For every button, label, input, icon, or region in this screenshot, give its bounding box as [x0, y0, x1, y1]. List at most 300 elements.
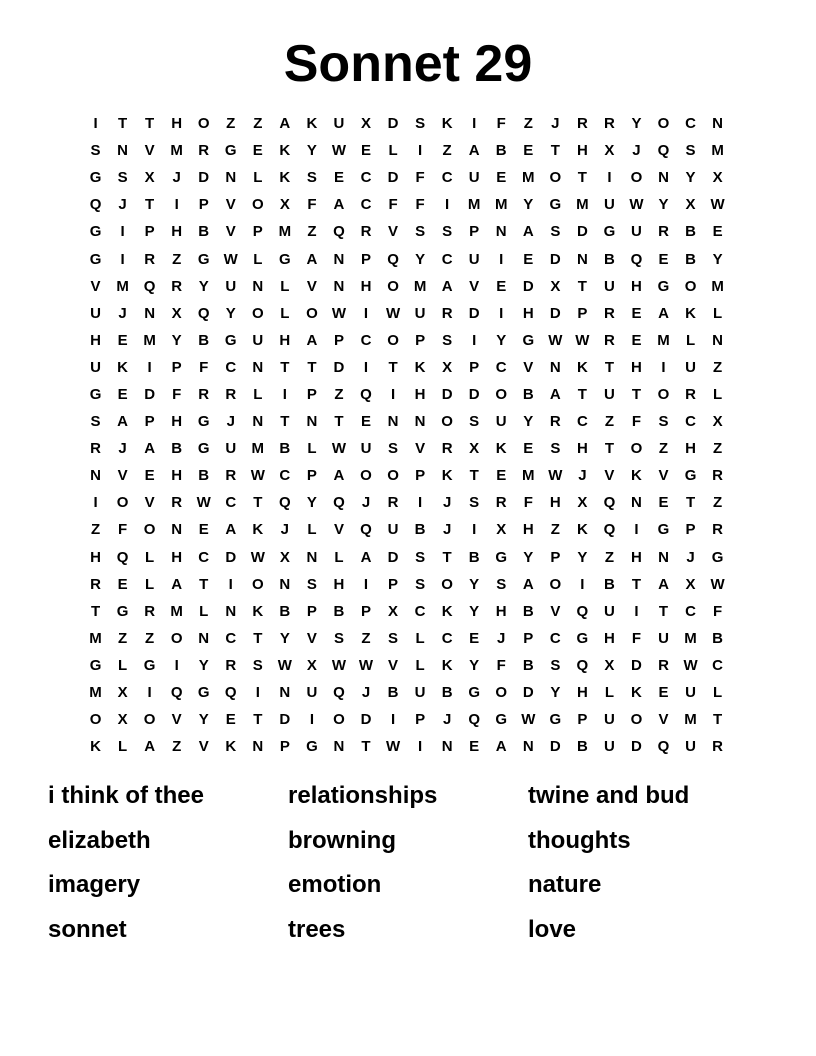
- grid-letter: X: [496, 521, 507, 539]
- word-list-item: i think of thee: [48, 782, 204, 809]
- grid-letter: I: [255, 684, 260, 702]
- grid-letter: W: [331, 440, 347, 458]
- grid-letter: B: [171, 440, 183, 458]
- grid-letter: C: [225, 358, 237, 376]
- grid-letter: F: [496, 656, 506, 674]
- grid-letter: G: [197, 684, 210, 702]
- grid-letter: H: [576, 684, 588, 702]
- grid-letter: Z: [713, 358, 723, 376]
- grid-letter: U: [360, 440, 372, 458]
- grid-letter: D: [144, 385, 156, 403]
- grid-letter: U: [603, 711, 615, 729]
- grid-letter: K: [631, 684, 642, 702]
- grid-letter: Y: [225, 304, 236, 322]
- grid-letter: R: [387, 494, 399, 512]
- grid-letter: W: [629, 196, 644, 214]
- grid-letter: K: [576, 358, 588, 376]
- grid-letter: R: [549, 413, 561, 431]
- grid-letter: E: [523, 142, 534, 160]
- grid-letter: Y: [577, 548, 588, 566]
- grid-letter: M: [278, 223, 292, 241]
- grid-letter: L: [415, 656, 425, 674]
- grid-letter: H: [522, 521, 534, 539]
- grid-letter: G: [495, 711, 508, 729]
- grid-letter: U: [90, 358, 101, 376]
- grid-letter: V: [388, 656, 399, 674]
- grid-letter: Q: [657, 142, 670, 160]
- grid-letter: D: [198, 169, 210, 187]
- grid-letter: Y: [685, 169, 696, 187]
- grid-letter: N: [225, 169, 237, 187]
- grid-letter: P: [306, 467, 317, 485]
- grid-letter: T: [117, 115, 128, 133]
- grid-letter: G: [495, 548, 508, 566]
- grid-letter: Y: [279, 629, 290, 647]
- grid-letter: V: [333, 521, 344, 539]
- grid-letter: I: [390, 385, 396, 403]
- grid-letter: U: [414, 684, 426, 702]
- grid-letter: U: [252, 331, 264, 349]
- word-list-item: imagery: [48, 871, 141, 898]
- grid-letter: R: [441, 304, 453, 322]
- grid-letter: R: [171, 277, 183, 295]
- grid-letter: B: [522, 656, 534, 674]
- grid-letter: Y: [631, 115, 642, 133]
- grid-letter: L: [713, 304, 723, 322]
- grid-letter: T: [604, 440, 614, 458]
- grid-letter: M: [684, 629, 697, 647]
- grid-letter: V: [306, 277, 317, 295]
- grid-letter: X: [712, 169, 723, 187]
- grid-letter: A: [468, 142, 480, 160]
- grid-letter: T: [361, 738, 371, 756]
- grid-letter: X: [550, 277, 561, 295]
- grid-letter: K: [441, 602, 453, 620]
- grid-letter: K: [225, 738, 237, 756]
- grid-letter: K: [441, 656, 453, 674]
- grid-letter: R: [603, 331, 615, 349]
- grid-letter: X: [388, 602, 399, 620]
- grid-letter: F: [172, 385, 182, 403]
- grid-letter: W: [250, 548, 265, 566]
- grid-letter: W: [548, 467, 563, 485]
- grid-letter: P: [144, 223, 155, 241]
- grid-letter: W: [548, 331, 563, 349]
- grid-letter: J: [118, 196, 127, 214]
- grid-letter: H: [549, 494, 561, 512]
- grid-letter: P: [306, 385, 317, 403]
- grid-letter: U: [603, 738, 615, 756]
- grid-letter: L: [334, 548, 344, 566]
- grid-letter: E: [631, 331, 642, 349]
- grid-letter: V: [90, 277, 101, 295]
- grid-letter: B: [279, 602, 291, 620]
- grid-letter: D: [441, 385, 453, 403]
- grid-letter: C: [712, 656, 724, 674]
- grid-letter: P: [360, 250, 371, 268]
- grid-letter: X: [685, 575, 696, 593]
- grid-letter: Z: [523, 115, 533, 133]
- grid-letter: G: [116, 602, 129, 620]
- grid-letter: Q: [603, 494, 616, 512]
- grid-letter: Q: [170, 684, 183, 702]
- letter-grid: [82, 110, 731, 760]
- grid-letter: V: [658, 467, 669, 485]
- grid-letter: M: [143, 331, 156, 349]
- grid-letter: L: [199, 602, 209, 620]
- word-list-item: emotion: [288, 871, 382, 898]
- grid-letter: D: [631, 738, 642, 756]
- grid-letter: O: [657, 385, 670, 403]
- grid-letter: B: [685, 223, 696, 241]
- grid-letter: U: [685, 358, 696, 376]
- grid-letter: O: [170, 629, 183, 647]
- grid-letter: Z: [442, 142, 452, 160]
- grid-letter: M: [522, 169, 535, 187]
- grid-letter: P: [360, 602, 371, 620]
- grid-letter: E: [469, 629, 480, 647]
- grid-letter: O: [143, 521, 156, 539]
- grid-letter: N: [387, 413, 399, 431]
- grid-letter: Z: [172, 250, 182, 268]
- grid-letter: P: [144, 413, 155, 431]
- grid-letter: G: [549, 711, 562, 729]
- grid-letter: H: [603, 629, 615, 647]
- grid-letter: N: [279, 684, 291, 702]
- grid-letter: R: [576, 115, 588, 133]
- grid-letter: A: [279, 115, 291, 133]
- grid-letter: L: [145, 548, 155, 566]
- grid-letter: F: [631, 629, 642, 647]
- grid-letter: E: [225, 711, 236, 729]
- grid-letter: L: [280, 304, 290, 322]
- grid-letter: Q: [333, 494, 345, 512]
- grid-letter: J: [226, 413, 235, 431]
- grid-letter: Q: [576, 656, 589, 674]
- grid-letter: M: [711, 277, 724, 295]
- grid-letter: L: [253, 385, 263, 403]
- grid-letter: R: [90, 575, 101, 593]
- grid-letter: O: [684, 277, 697, 295]
- grid-letter: M: [711, 142, 724, 160]
- grid-letter: P: [685, 521, 696, 539]
- grid-letter: L: [253, 169, 263, 187]
- grid-letter: T: [199, 575, 209, 593]
- grid-letter: M: [494, 196, 508, 214]
- grid-letter: I: [282, 385, 287, 403]
- grid-letter: B: [522, 602, 534, 620]
- grid-letter: M: [684, 711, 697, 729]
- grid-letter: T: [90, 602, 101, 620]
- grid-letter: T: [469, 467, 479, 485]
- grid-letter: S: [469, 413, 480, 431]
- grid-letter: P: [415, 331, 426, 349]
- grid-letter: I: [472, 521, 477, 539]
- grid-letter: Q: [116, 548, 129, 566]
- grid-letter: C: [414, 602, 426, 620]
- grid-letter: E: [252, 142, 263, 160]
- grid-letter: X: [685, 196, 696, 214]
- grid-letter: O: [387, 331, 399, 349]
- grid-letter: E: [523, 440, 534, 458]
- grid-letter: H: [631, 548, 642, 566]
- grid-letter: U: [414, 304, 426, 322]
- grid-letter: C: [441, 169, 453, 187]
- grid-letter: Y: [171, 331, 182, 349]
- grid-letter: R: [685, 385, 696, 403]
- grid-letter: Z: [361, 629, 371, 647]
- grid-letter: J: [172, 169, 181, 187]
- grid-letter: D: [387, 169, 399, 187]
- grid-letter: N: [117, 142, 128, 160]
- grid-letter: K: [279, 142, 291, 160]
- word-list-item: nature: [528, 871, 602, 898]
- grid-letter: X: [712, 413, 723, 431]
- grid-letter: D: [522, 684, 534, 702]
- grid-letter: X: [144, 169, 155, 187]
- grid-letter: V: [144, 494, 155, 512]
- grid-letter: N: [549, 358, 561, 376]
- grid-letter: H: [576, 440, 588, 458]
- grid-letter: A: [658, 575, 669, 593]
- grid-letter: G: [143, 656, 156, 674]
- grid-letter: X: [604, 142, 615, 160]
- grid-letter: T: [577, 169, 587, 187]
- grid-letter: R: [90, 440, 101, 458]
- grid-letter: M: [170, 602, 183, 620]
- grid-letter: S: [550, 656, 561, 674]
- grid-letter: A: [658, 304, 669, 322]
- grid-letter: G: [549, 196, 562, 214]
- page-title: Sonnet 29: [283, 35, 533, 93]
- grid-letter: D: [576, 223, 588, 241]
- grid-letter: S: [117, 169, 128, 187]
- grid-letter: I: [661, 358, 666, 376]
- grid-letter: Q: [387, 250, 399, 268]
- grid-letter: I: [499, 250, 504, 268]
- grid-letter: B: [468, 548, 480, 566]
- grid-letter: O: [251, 304, 264, 322]
- grid-letter: T: [145, 115, 155, 133]
- grid-letter: P: [415, 467, 426, 485]
- grid-letter: G: [522, 331, 535, 349]
- grid-letter: R: [171, 494, 183, 512]
- word-list-item: twine and bud: [528, 782, 690, 809]
- grid-letter: G: [224, 142, 237, 160]
- grid-letter: K: [252, 521, 264, 539]
- grid-letter: M: [116, 277, 129, 295]
- grid-letter: I: [580, 575, 585, 593]
- grid-letter: L: [280, 277, 290, 295]
- grid-letter: V: [306, 629, 317, 647]
- grid-letter: J: [686, 548, 695, 566]
- grid-letter: W: [196, 494, 211, 512]
- grid-letter: T: [145, 196, 155, 214]
- grid-letter: Q: [360, 521, 372, 539]
- grid-letter: O: [630, 169, 643, 187]
- grid-letter: V: [550, 602, 561, 620]
- grid-letter: T: [442, 548, 452, 566]
- grid-letter: A: [306, 250, 318, 268]
- grid-letter: F: [713, 602, 723, 620]
- grid-letter: R: [144, 250, 156, 268]
- grid-letter: J: [551, 115, 560, 133]
- grid-letter: Q: [333, 684, 345, 702]
- grid-letter: G: [224, 331, 237, 349]
- grid-letter: B: [198, 467, 210, 485]
- grid-letter: X: [279, 196, 290, 214]
- grid-letter: Y: [306, 494, 317, 512]
- grid-letter: K: [279, 169, 291, 187]
- grid-letter: O: [495, 385, 508, 403]
- grid-letter: O: [360, 467, 372, 485]
- grid-letter: P: [469, 223, 480, 241]
- grid-letter: S: [306, 169, 317, 187]
- grid-letter: S: [415, 115, 426, 133]
- grid-letter: E: [496, 467, 507, 485]
- grid-letter: O: [495, 684, 508, 702]
- grid-letter: R: [225, 385, 237, 403]
- grid-letter: N: [658, 169, 669, 187]
- grid-letter: P: [469, 358, 480, 376]
- grid-letter: E: [360, 142, 371, 160]
- grid-letter: E: [117, 575, 128, 593]
- grid-letter: L: [685, 331, 696, 349]
- grid-letter: I: [445, 196, 450, 214]
- grid-letter: L: [604, 684, 614, 702]
- grid-letter: K: [117, 358, 128, 376]
- word-list-item: browning: [288, 826, 396, 854]
- grid-letter: U: [468, 250, 480, 268]
- grid-letter: J: [442, 711, 452, 729]
- grid-letter: Y: [712, 250, 723, 268]
- grid-letter: B: [414, 521, 426, 539]
- grid-letter: H: [414, 385, 426, 403]
- grid-letter: N: [414, 413, 426, 431]
- grid-letter: V: [117, 467, 128, 485]
- grid-letter: I: [147, 358, 152, 376]
- grid-letter: L: [415, 629, 425, 647]
- grid-letter: S: [442, 223, 453, 241]
- grid-letter: P: [279, 738, 290, 756]
- grid-letter: U: [685, 684, 696, 702]
- grid-letter: C: [441, 250, 453, 268]
- grid-letter: G: [197, 413, 210, 431]
- grid-letter: F: [307, 196, 317, 214]
- grid-letter: V: [415, 440, 426, 458]
- grid-letter: P: [306, 602, 317, 620]
- grid-letter: T: [604, 358, 614, 376]
- grid-letter: G: [603, 223, 616, 241]
- grid-letter: S: [90, 142, 101, 160]
- grid-letter: D: [549, 250, 561, 268]
- grid-letter: S: [442, 331, 453, 349]
- grid-letter: Z: [172, 738, 182, 756]
- grid-letter: A: [225, 521, 237, 539]
- grid-letter: H: [522, 304, 534, 322]
- grid-letter: U: [90, 304, 101, 322]
- grid-letter: L: [713, 385, 723, 403]
- grid-letter: J: [361, 684, 371, 702]
- grid-letter: U: [631, 223, 642, 241]
- grid-letter: X: [171, 304, 182, 322]
- grid-letter: I: [174, 656, 179, 674]
- grid-letter: K: [306, 115, 318, 133]
- grid-letter: X: [577, 494, 588, 512]
- grid-letter: Y: [496, 331, 507, 349]
- grid-letter: H: [171, 223, 183, 241]
- grid-letter: W: [277, 656, 292, 674]
- grid-letter: D: [225, 548, 237, 566]
- grid-letter: L: [713, 684, 723, 702]
- grid-letter: Y: [198, 656, 209, 674]
- grid-letter: U: [225, 277, 237, 295]
- grid-letter: G: [89, 385, 102, 403]
- grid-letter: D: [522, 277, 534, 295]
- grid-letter: Z: [713, 494, 723, 512]
- grid-letter: B: [387, 684, 399, 702]
- grid-letter: P: [523, 629, 534, 647]
- grid-letter: V: [523, 358, 534, 376]
- grid-letter: R: [360, 223, 372, 241]
- grid-letter: P: [550, 548, 561, 566]
- grid-letter: N: [252, 738, 264, 756]
- grid-letter: G: [684, 467, 697, 485]
- grid-letter: P: [415, 711, 426, 729]
- grid-letter: H: [90, 331, 101, 349]
- grid-letter: I: [363, 304, 369, 322]
- grid-letter: Q: [576, 602, 589, 620]
- grid-letter: Z: [604, 413, 614, 431]
- grid-letter: T: [685, 494, 696, 512]
- grid-letter: Z: [334, 385, 344, 403]
- grid-letter: X: [604, 656, 615, 674]
- grid-letter: Y: [523, 548, 534, 566]
- grid-letter: O: [630, 440, 643, 458]
- grid-letter: Y: [523, 413, 534, 431]
- grid-letter: A: [333, 467, 345, 485]
- grid-letter: D: [549, 738, 561, 756]
- grid-letter: O: [251, 575, 264, 593]
- grid-letter: Q: [657, 738, 670, 756]
- grid-letter: G: [197, 250, 210, 268]
- grid-letter: Z: [253, 115, 263, 133]
- grid-letter: J: [280, 521, 290, 539]
- grid-letter: I: [93, 115, 98, 133]
- grid-letter: A: [549, 385, 561, 403]
- grid-letter: W: [358, 656, 374, 674]
- grid-letter: N: [522, 738, 534, 756]
- grid-letter: Y: [523, 196, 534, 214]
- grid-letter: T: [388, 358, 398, 376]
- grid-letter: N: [306, 413, 318, 431]
- grid-letter: H: [333, 575, 345, 593]
- grid-letter: R: [198, 142, 210, 160]
- grid-letter: N: [90, 467, 101, 485]
- grid-letter: D: [279, 711, 291, 729]
- grid-letter: S: [469, 494, 480, 512]
- grid-letter: B: [495, 142, 507, 160]
- grid-letter: I: [418, 494, 423, 512]
- grid-letter: I: [472, 331, 477, 349]
- grid-letter: Y: [658, 196, 669, 214]
- grid-letter: M: [251, 440, 265, 458]
- grid-letter: W: [575, 331, 590, 349]
- grid-letter: G: [89, 656, 102, 674]
- grid-letter: R: [495, 494, 507, 512]
- grid-letter: C: [495, 358, 507, 376]
- grid-letter: T: [280, 413, 290, 431]
